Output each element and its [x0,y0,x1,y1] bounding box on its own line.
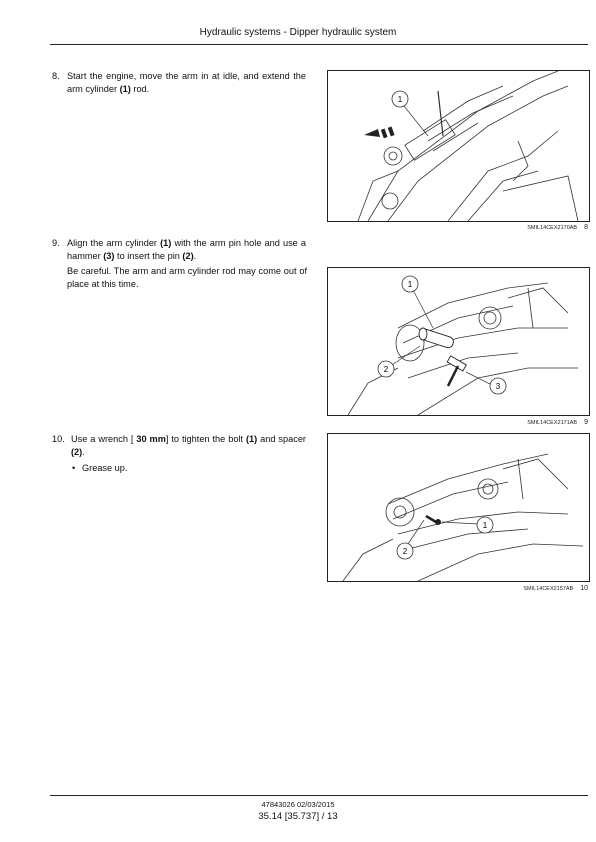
pin-insertion-illustration [328,268,589,415]
step-number: 8. [52,71,60,81]
figure-8-caption [527,224,588,231]
callout-1 [402,276,433,328]
step-9 [52,237,306,262]
figure-10 [327,433,590,582]
svg-text:1: 1 [482,521,488,530]
bolt-tightening-illustration [328,434,589,581]
svg-text:1: 1 [407,280,413,289]
figure-number: 10 [580,585,588,592]
callout-1 [442,517,493,533]
step-text: Start the engine, move the arm in at idle, and extend the arm cylinder (1) rod. [67,71,306,94]
arm-cylinder-illustration [328,71,589,221]
figure-9-caption [527,419,588,426]
bolt-icon [426,516,441,525]
footer-rule [50,795,588,796]
svg-text:1: 1 [397,95,403,104]
step-9-note: Be careful. The arm and arm cylinder rod may come out of place at this time. [67,266,307,289]
svg-text:2: 2 [402,547,408,556]
pin-icon [419,328,455,349]
svg-text:3: 3 [495,382,501,391]
step-8 [52,70,306,95]
bullet-icon: • [72,463,76,473]
motion-arrows-icon [364,127,395,139]
svg-text:2: 2 [383,365,389,374]
callout-1 [392,91,428,136]
figure-9 [327,267,590,416]
figure-number: 8 [584,224,588,231]
step-10 [52,433,306,458]
step-10-bullet: • Grease up. [72,463,128,473]
step-text: Use a wrench [ 30 mm] to tighten the bolt (1) and spacer (2). [71,434,306,457]
footer-page-number: 35.14 [35.737] / 13 [258,811,338,822]
callout-3 [466,372,506,394]
page-header: Hydraulic systems - Dipper hydraulic system [199,27,397,38]
hammer-icon [447,356,466,386]
header-rule [50,44,588,45]
figure-code: SMIL14CEX2171AB [527,420,578,426]
figure-number: 9 [584,419,588,426]
figure-10-caption [523,585,588,592]
footer-doc-number: 47843026 02/03/2015 [261,800,335,809]
figure-code: SMIL14CEX2170AB [527,225,578,231]
figure-8 [327,70,590,222]
callout-2 [378,346,420,377]
step-number: 10. [52,434,65,444]
step-text: Align the arm cylinder (1) with the arm pin hole and use a hammer (3) to insert the pin (2). [67,238,306,261]
figure-code: SMIL14CEX2157AB [523,586,574,592]
step-number: 9. [52,238,60,248]
